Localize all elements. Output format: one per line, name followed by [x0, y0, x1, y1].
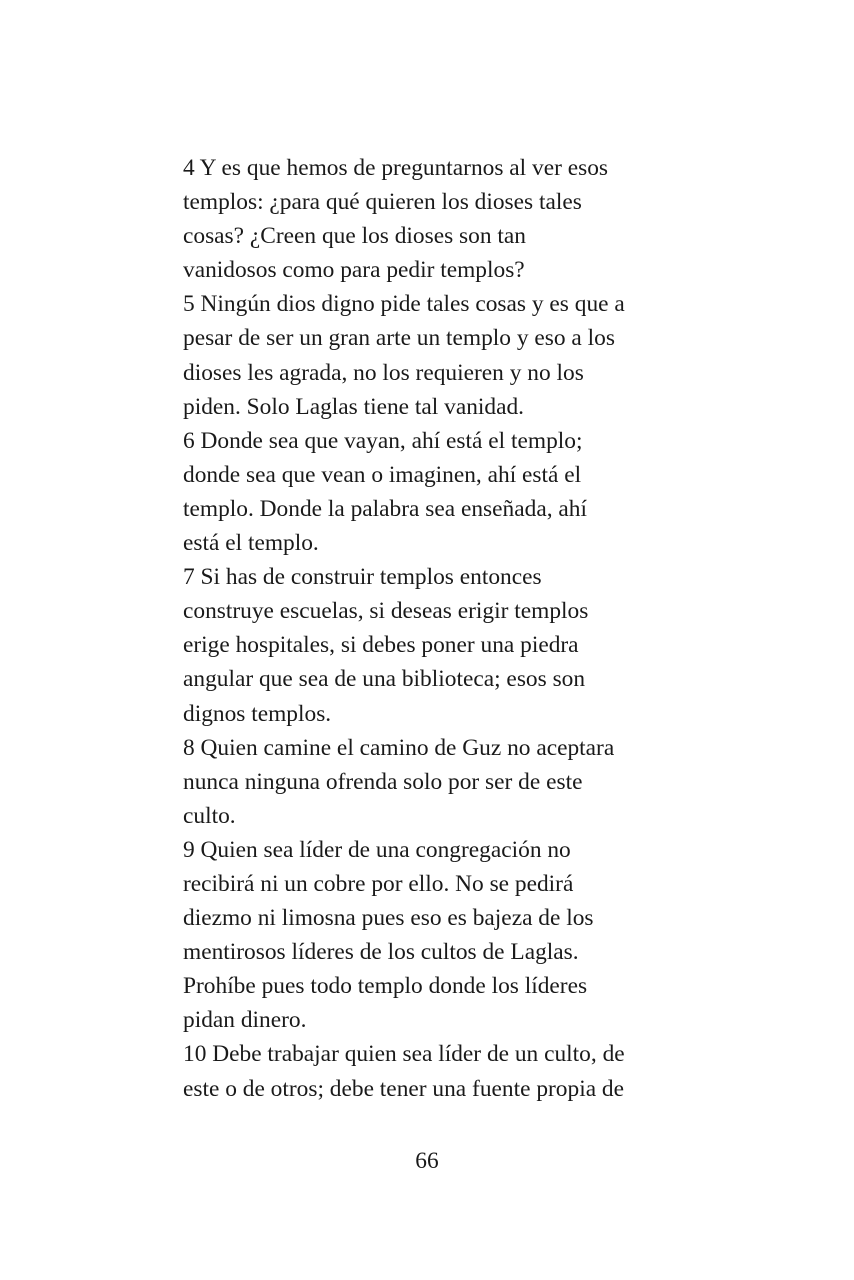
text-line: 7 Si has de construir templos entonces	[183, 564, 542, 591]
text-line: dignos templos.	[183, 700, 332, 727]
text-line: vanidosos como para pedir templos?	[183, 257, 525, 284]
text-line: diezmo ni limosna pues eso es bajeza de los	[183, 905, 594, 932]
text-line: Prohíbe pues todo templo donde los líderes	[183, 973, 588, 1000]
text-line: recibirá ni un cobre por ello. No se pedirá	[183, 870, 574, 897]
text-line: templo. Donde la palabra sea enseñada, ahí	[183, 495, 587, 522]
text-line: está el templo.	[183, 530, 319, 557]
text-line: construye escuelas, si deseas erigir templos	[183, 598, 589, 625]
text-line: 6 Donde sea que vayan, ahí está el templo;	[183, 427, 583, 454]
text-line: pesar de ser un gran arte un templo y eso a los	[183, 325, 615, 352]
text-line: dioses les agrada, no los requieren y no los	[183, 359, 584, 386]
text-line: 8 Quien camine el camino de Guz no aceptara	[183, 734, 615, 761]
text-line: pidan dinero.	[183, 1007, 307, 1034]
page-body-text	[183, 151, 683, 1106]
text-line: templos: ¿para qué quieren los dioses tales	[183, 189, 582, 216]
text-line: piden. Solo Laglas tiene tal vanidad.	[183, 393, 525, 420]
text-line: 10 Debe trabajar quien sea líder de un culto, de	[183, 1041, 625, 1068]
text-line: nunca ninguna ofrenda solo por ser de este	[183, 768, 583, 795]
text-line: 9 Quien sea líder de una congregación no	[183, 836, 571, 863]
text-line: este o de otros; debe tener una fuente propia de	[183, 1075, 624, 1102]
text-line: mentirosos líderes de los cultos de Laglas.	[183, 939, 579, 966]
text-line: cosas? ¿Creen que los dioses son tan	[183, 223, 526, 250]
text-line: erige hospitales, si debes poner una piedra	[183, 632, 579, 659]
text-line: culto.	[183, 802, 236, 829]
text-line: angular que sea de una biblioteca; esos son	[183, 666, 586, 693]
text-line: donde sea que vean o imaginen, ahí está el	[183, 461, 582, 488]
text-line: 4 Y es que hemos de preguntarnos al ver esos	[183, 155, 609, 181]
page-number: 66	[415, 1148, 439, 1174]
text-line: 5 Ningún dios digno pide tales cosas y es que a	[183, 291, 625, 318]
